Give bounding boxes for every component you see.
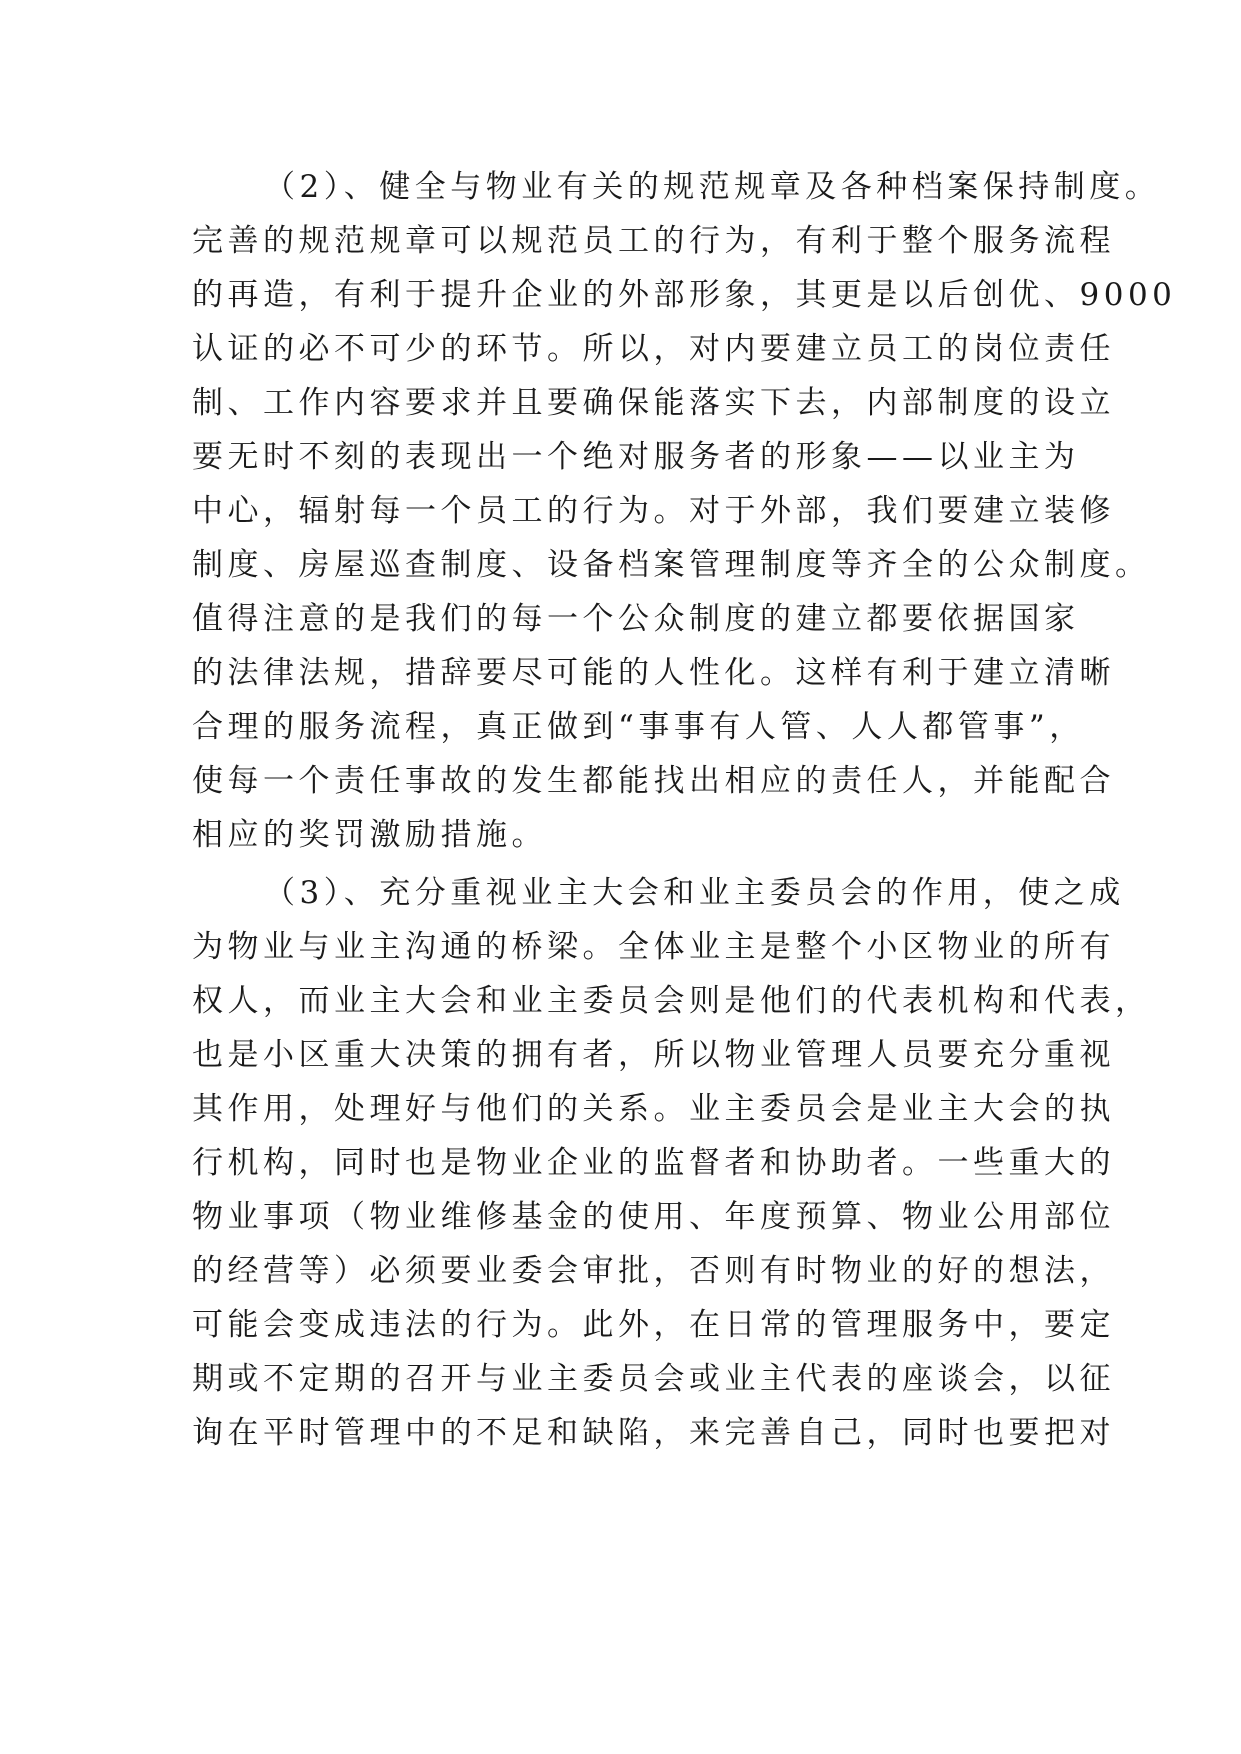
paragraph-1-line-4: 认证的必不可少的环节。所以，对内要建立员工的岗位责任: [192, 331, 1115, 367]
paragraph-2-line-9: 可能会变成违法的行为。此外，在日常的管理服务中，要定: [192, 1307, 1115, 1343]
document-body: [192, 160, 1177, 1460]
paragraph-1-line-9: 值得注意的是我们的每一个公众制度的建立都要依据国家: [192, 601, 1080, 637]
paragraph-1-line-13: 相应的奖罚激励措施。: [192, 817, 547, 853]
paragraph-1-line-1: （2）、健全与物业有关的规范规章及各种档案保持制度。: [264, 169, 1161, 205]
paragraph-2-line-5: 其作用，处理好与他们的关系。业主委员会是业主大会的执: [192, 1091, 1115, 1127]
paragraph-1-line-12: 使每一个责任事故的发生都能找出相应的责任人，并能配合: [192, 763, 1115, 799]
paragraph-2-line-11: 询在平时管理中的不足和缺陷，来完善自己，同时也要把对: [192, 1415, 1115, 1451]
paragraph-2-line-3: 权人，而业主大会和业主委员会则是他们的代表机构和代表，: [192, 983, 1151, 1019]
paragraph-2-line-6: 行机构，同时也是物业企业的监督者和协助者。一些重大的: [192, 1145, 1115, 1181]
paragraph-2-line-2: 为物业与业主沟通的桥梁。全体业主是整个小区物业的所有: [192, 929, 1115, 965]
paragraph-2-line-4: 也是小区重大决策的拥有者，所以物业管理人员要充分重视: [192, 1037, 1115, 1073]
paragraph-1-line-8: 制度、房屋巡查制度、设备档案管理制度等齐全的公众制度。: [192, 547, 1151, 583]
paragraph-1-line-6: 要无时不刻的表现出一个绝对服务者的形象——以业主为: [192, 439, 1080, 475]
paragraph-2-line-8: 的经营等）必须要业委会审批，否则有时物业的好的想法，: [192, 1253, 1115, 1289]
paragraph-2-line-10: 期或不定期的召开与业主委员会或业主代表的座谈会，以征: [192, 1361, 1115, 1397]
paragraph-1-line-2: 完善的规范规章可以规范员工的行为，有利于整个服务流程: [192, 223, 1115, 259]
paragraph-2-line-7: 物业事项（物业维修基金的使用、年度预算、物业公用部位: [192, 1199, 1115, 1235]
paragraph-1-line-3: 的再造，有利于提升企业的外部形象，其更是以后创优、9000: [192, 277, 1177, 313]
paragraph-1-line-11: 合理的服务流程，真正做到“事事有人管、人人都管事”，: [192, 709, 1085, 745]
paragraph-1-line-10: 的法律法规，措辞要尽可能的人性化。这样有利于建立清晰: [192, 655, 1115, 691]
paragraph-1-line-5: 制、工作内容要求并且要确保能落实下去，内部制度的设立: [192, 385, 1115, 421]
paragraph-2-line-1: （3）、充分重视业主大会和业主委员会的作用，使之成: [264, 875, 1125, 911]
paragraph-1-line-7: 中心，辐射每一个员工的行为。对于外部，我们要建立装修: [192, 493, 1115, 529]
